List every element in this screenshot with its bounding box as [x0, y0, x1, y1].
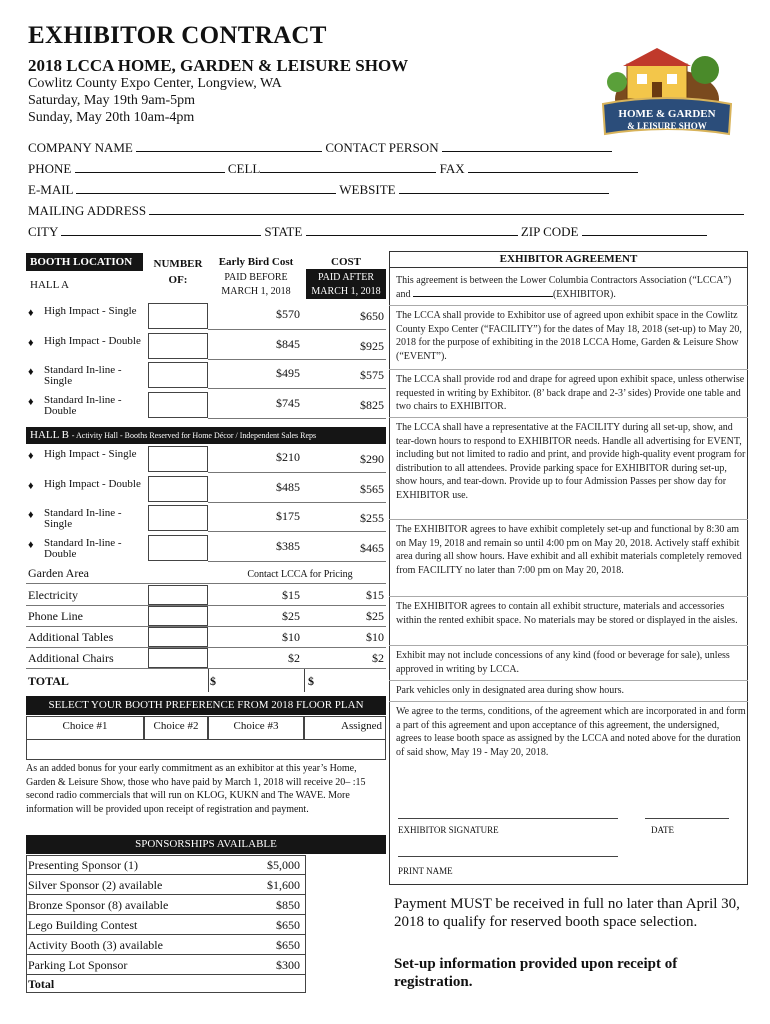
- website-label: WEBSITE: [339, 182, 396, 197]
- sponsor-price: $5,000: [267, 858, 300, 872]
- choice2-label: Choice #2: [153, 720, 199, 732]
- hall-a-number-input[interactable]: [148, 333, 208, 359]
- agreement-p9: We agree to the terms, conditions, of the agreement which are incorporated in and form a part of this agreement and upon acceptance of this agreement, the undersigned, agrees to lease booth space as assigned by the LCCA and noted above for the duration of said show, May 19 - May 20, 2018.: [396, 706, 746, 758]
- extra-cost-price: $2: [372, 651, 384, 665]
- bonus-text: As an added bonus for your early commitment as an exhibitor at this year’s Home, Garden & Leisure Show, those who have paid by March 1, 2018 will receive 20– :15 second radio commercials that will run on KLOG, KUKN and The WAVE. More information will be provided upon receipt of registration and payment.: [26, 763, 366, 815]
- agreement-sep: [389, 701, 748, 702]
- exhibitor-name-field[interactable]: [413, 288, 553, 297]
- sponsor-total-label: Total: [28, 977, 55, 991]
- form-row-phone: [28, 161, 638, 177]
- hall-b-early-price: $485: [276, 479, 300, 494]
- hall-b-cost-price: $465: [360, 540, 384, 555]
- sponsor-row-line: [26, 954, 306, 955]
- sponsor-row-line: [26, 874, 306, 875]
- extra-early-price: $25: [282, 609, 300, 623]
- form-row-email: [28, 182, 609, 198]
- hall-b-early-price: $385: [276, 538, 300, 553]
- extra-number-input[interactable]: [148, 627, 208, 647]
- hall-a-item-name: Standard In-line - Single: [44, 364, 122, 387]
- extra-number-input[interactable]: [148, 606, 208, 626]
- hall-a-cost-price: $825: [360, 397, 384, 412]
- exhibitor-signature-label: EXHIBITOR SIGNATURE: [398, 825, 499, 835]
- agreement-p8: Park vehicles only in designated area during show hours.: [396, 685, 625, 696]
- hall-b-item-name: Standard In-line - Double: [44, 536, 122, 560]
- agreement-p4: The LCCA shall have a representative at the FACILITY during all set-up, show, and tear-down hours to respond to EXHIBITOR needs. Handle all advertising for EVENT, including but not limited to radio and print, and provide high-quality event program for distribution to all attendees. Provide parking space for EXHIBITOR during set-up, show hours, and tear-down. Provide up to four Admission Passes per show day for EXHIBITOR use.: [396, 422, 746, 501]
- garden-area-note: Contact LCCA for Pricing: [247, 569, 353, 580]
- choice3-label: Choice #3: [233, 720, 279, 732]
- hall-b-number-input[interactable]: [148, 505, 208, 531]
- sponsor-divider: [305, 855, 306, 993]
- extra-row-line: [26, 668, 386, 669]
- hall-a-item-name: High Impact - Double: [44, 334, 141, 347]
- hall-a-early-price: $570: [276, 307, 300, 321]
- agreement-sep: [389, 369, 748, 370]
- hall-a-row-line: [208, 329, 386, 330]
- garden-area-label: Garden Area: [28, 566, 89, 580]
- agreement-header-line: [389, 267, 748, 268]
- cost-sub: PAID AFTER MARCH 1, 2018: [311, 272, 381, 297]
- number-of-header: NUMBER OF:: [153, 258, 203, 286]
- mailing-address-label: MAILING ADDRESS: [28, 203, 147, 218]
- extra-item-name: Phone Line: [28, 609, 83, 623]
- agreement-sep: [389, 417, 748, 418]
- exhibitor-signature-field[interactable]: [398, 818, 618, 819]
- bullet-icon: ♦: [28, 450, 34, 462]
- state-label: STATE: [264, 224, 303, 239]
- hall-a-cost-price: $575: [360, 368, 384, 382]
- extra-cost-price: $15: [366, 588, 384, 602]
- mailing-address-field[interactable]: [149, 204, 744, 215]
- agreement-p1a: This agreement is between the Lower Columbia Contractors Association (“LCCA”) and: [396, 275, 732, 300]
- state-field[interactable]: [306, 225, 518, 236]
- extra-early-price: $10: [282, 630, 300, 644]
- cell-label: CELL: [227, 161, 261, 176]
- page-subtitle: 2018 LCCA HOME, GARDEN & LEISURE SHOW: [28, 56, 409, 75]
- hall-a-cost-price: $650: [360, 309, 384, 323]
- print-name-field[interactable]: [398, 856, 618, 857]
- extra-cost-price: $25: [366, 609, 384, 623]
- contact-person-label: CONTACT PERSON: [325, 140, 439, 155]
- hall-b-row-line: [208, 561, 386, 562]
- hall-b-label: HALL B: [30, 429, 70, 441]
- agreement-p1: [396, 274, 744, 301]
- form-row-address: [28, 203, 744, 219]
- hall-b-item-name: High Impact - Double: [44, 477, 141, 490]
- early-bird-sub: PAID BEFORE MARCH 1, 2018: [221, 272, 291, 297]
- agreement-p6: The EXHIBITOR agrees to contain all exhibit structure, materials and accessories within the rented exhibit space. No materials may be stored or displayed in the aisles.: [396, 601, 738, 626]
- extra-item-name: Additional Tables: [28, 630, 114, 644]
- print-name-label: PRINT NAME: [398, 866, 453, 876]
- logo-text-1: HOME & GARDEN: [618, 108, 716, 120]
- sponsor-name: Activity Booth (3) available: [28, 938, 163, 952]
- early-bird-header: Early Bird Cost: [218, 256, 294, 268]
- date-sunday: Sunday, May 20th 10am-4pm: [28, 110, 195, 125]
- sponsor-row-line: [26, 914, 306, 915]
- extra-item-name: Electricity: [28, 588, 78, 602]
- agreement-sep: [389, 596, 748, 597]
- city-label: CITY: [28, 224, 58, 239]
- hall-a-label: HALL A: [30, 279, 70, 291]
- bullet-icon: ♦: [28, 336, 34, 349]
- hall-b-row-line: [208, 472, 386, 473]
- agreement-p1b: (EXHIBITOR).: [552, 288, 616, 300]
- hall-a-row-line: [208, 388, 386, 389]
- sponsorship-header: SPONSORSHIPS AVAILABLE: [135, 838, 277, 850]
- hall-a-row-line: [208, 418, 386, 419]
- hall-b-cost-price: $290: [360, 452, 384, 466]
- bullet-icon: ♦: [28, 479, 34, 492]
- payment-note: Payment MUST be received in full no later than April 30, 2018 to qualify for reserved booth space selection.: [394, 896, 740, 930]
- hall-a-early-price: $495: [276, 366, 300, 380]
- agreement-header: EXHIBITOR AGREEMENT: [499, 253, 638, 265]
- sponsor-row-line: [26, 974, 306, 975]
- agreement-sep: [389, 680, 748, 681]
- cost-header: COST: [331, 256, 361, 268]
- hall-a-item-name: High Impact - Single: [44, 305, 137, 317]
- agreement-p2: The LCCA shall provide to Exhibitor use of agreed upon exhibit space in the Cowlitz County Expo Center (“FACILITY”) for the dates of May 18, 2018 (set-up) to May 20, 2018 for the purpose of exhibiting in the 2018 LCCA Home, Garden & Leisure Show (“EVENT”).: [396, 310, 742, 362]
- hall-b-row-line: [208, 502, 386, 503]
- hall-b-note: - Activity Hall - Booths Reserved for Home Décor / Independent Sales Reps: [71, 431, 317, 440]
- form-row-company: [28, 140, 612, 156]
- hall-b-title: [30, 429, 316, 441]
- sponsor-price: $300: [276, 958, 300, 972]
- sponsor-name: Bronze Sponsor (8) available: [28, 898, 169, 912]
- company-name-label: COMPANY NAME: [28, 140, 133, 155]
- extra-early-price: $15: [282, 588, 300, 602]
- form-row-city: [28, 224, 707, 240]
- contact-person-field[interactable]: [442, 141, 612, 152]
- agreement-sep: [389, 305, 748, 306]
- hall-a-early-price: $845: [276, 336, 300, 351]
- company-name-field[interactable]: [136, 141, 322, 152]
- sponsor-price: $1,600: [267, 878, 300, 892]
- agreement-p3: The LCCA shall provide rod and drape for agreed upon exhibit space, unless otherwise requested in writing by Exhibitor. (8’ back drape and 2-3’ sides) Provide one table and two chairs to EXHIBITOR.: [396, 374, 745, 412]
- email-label: E-MAIL: [28, 182, 74, 197]
- agreement-sep: [389, 645, 748, 646]
- setup-note: Set-up information provided upon receipt of registration.: [394, 956, 678, 990]
- assigned-label: Assigned: [341, 720, 382, 732]
- total-label: TOTAL: [28, 674, 69, 688]
- total-divider-1: [208, 668, 209, 692]
- hall-a-early-price: $745: [276, 395, 300, 410]
- agreement-p7: Exhibit may not include concessions of any kind (food or beverage for sale), unless approved in writing by LCCA.: [396, 650, 730, 675]
- hall-b-number-input[interactable]: [148, 535, 208, 561]
- hall-b-item-name: Standard In-line - Single: [44, 507, 122, 530]
- venue-text: Cowlitz County Expo Center, Longview, WA: [28, 76, 282, 91]
- hall-b-number-input[interactable]: [148, 476, 208, 502]
- total-divider-2: [304, 668, 305, 692]
- hall-a-item-name: Standard In-line - Double: [44, 393, 122, 417]
- fax-label: FAX: [439, 161, 465, 176]
- hall-b-item-name: High Impact - Single: [44, 448, 137, 460]
- sponsor-row-line: [26, 894, 306, 895]
- sponsor-price: $650: [276, 918, 300, 932]
- preference-header: SELECT YOUR BOOTH PREFERENCE FROM 2018 FLOOR PLAN: [48, 699, 364, 711]
- hall-b-row-line: [208, 531, 386, 532]
- hall-b-number-input[interactable]: [148, 446, 208, 472]
- phone-field[interactable]: [75, 162, 225, 173]
- page-title: EXHIBITOR CONTRACT: [28, 22, 327, 49]
- extra-cost-price: $10: [366, 630, 384, 644]
- date-field[interactable]: [645, 818, 729, 819]
- agreement-sep: [389, 519, 748, 520]
- extra-number-input[interactable]: [148, 585, 208, 605]
- hall-b-cost-price: $565: [360, 481, 384, 496]
- hall-a-number-input[interactable]: [148, 303, 208, 329]
- website-field[interactable]: [399, 183, 609, 194]
- sponsor-name: Presenting Sponsor (1): [28, 858, 138, 872]
- show-logo: [597, 44, 737, 144]
- choice1-label: Choice #1: [62, 720, 108, 732]
- agreement-p5: The EXHIBITOR agrees to have exhibit completely set-up and functional by 8:30 am on May 19, 2018 and remain so until 4:00 pm on May 20, 2018. Actively staff exhibit area during all show hours. Have exhibit and all exhibit materials completely removed from FACILITY no later than 7:00 pm on May 20, 2018.: [396, 524, 742, 576]
- booth-location-header: BOOTH LOCATION: [30, 256, 133, 268]
- fax-field[interactable]: [468, 162, 638, 173]
- hall-a-cost-price: $925: [360, 338, 384, 353]
- bullet-icon: ♦: [28, 366, 34, 378]
- garden-divider: [26, 583, 386, 584]
- bullet-icon: ♦: [28, 395, 34, 408]
- extra-number-input[interactable]: [148, 648, 208, 668]
- total-cost: $: [308, 674, 314, 688]
- bullet-icon: ♦: [28, 538, 34, 551]
- sponsor-price: $850: [276, 898, 300, 912]
- preference-empty-row: [26, 740, 386, 760]
- extra-early-price: $2: [288, 651, 300, 665]
- extra-item-name: Additional Chairs: [28, 651, 114, 665]
- sponsor-name: Silver Sponsor (2) available: [28, 878, 163, 892]
- sponsor-name: Lego Building Contest: [28, 918, 138, 932]
- logo-text-2: & LEISURE SHOW: [627, 121, 707, 131]
- hall-a-number-input[interactable]: [148, 362, 208, 388]
- zip-label: ZIP CODE: [520, 224, 579, 239]
- sponsor-row-line: [26, 934, 306, 935]
- city-field[interactable]: [61, 225, 261, 236]
- hall-b-early-price: $175: [276, 509, 300, 523]
- date-saturday: Saturday, May 19th 9am-5pm: [28, 93, 196, 108]
- zip-field[interactable]: [582, 225, 707, 236]
- email-field[interactable]: [76, 183, 336, 194]
- hall-a-number-input[interactable]: [148, 392, 208, 418]
- sponsor-name: Parking Lot Sponsor: [28, 958, 128, 972]
- bullet-icon: ♦: [28, 509, 34, 521]
- total-early: $: [210, 674, 216, 688]
- hall-a-row-line: [208, 359, 386, 360]
- hall-b-cost-price: $255: [360, 511, 384, 525]
- phone-label: PHONE: [28, 161, 72, 176]
- cell-field[interactable]: [260, 162, 436, 173]
- hall-b-early-price: $210: [276, 450, 300, 464]
- sponsor-price: $650: [276, 938, 300, 952]
- date-label: DATE: [651, 825, 674, 835]
- bullet-icon: ♦: [28, 307, 34, 319]
